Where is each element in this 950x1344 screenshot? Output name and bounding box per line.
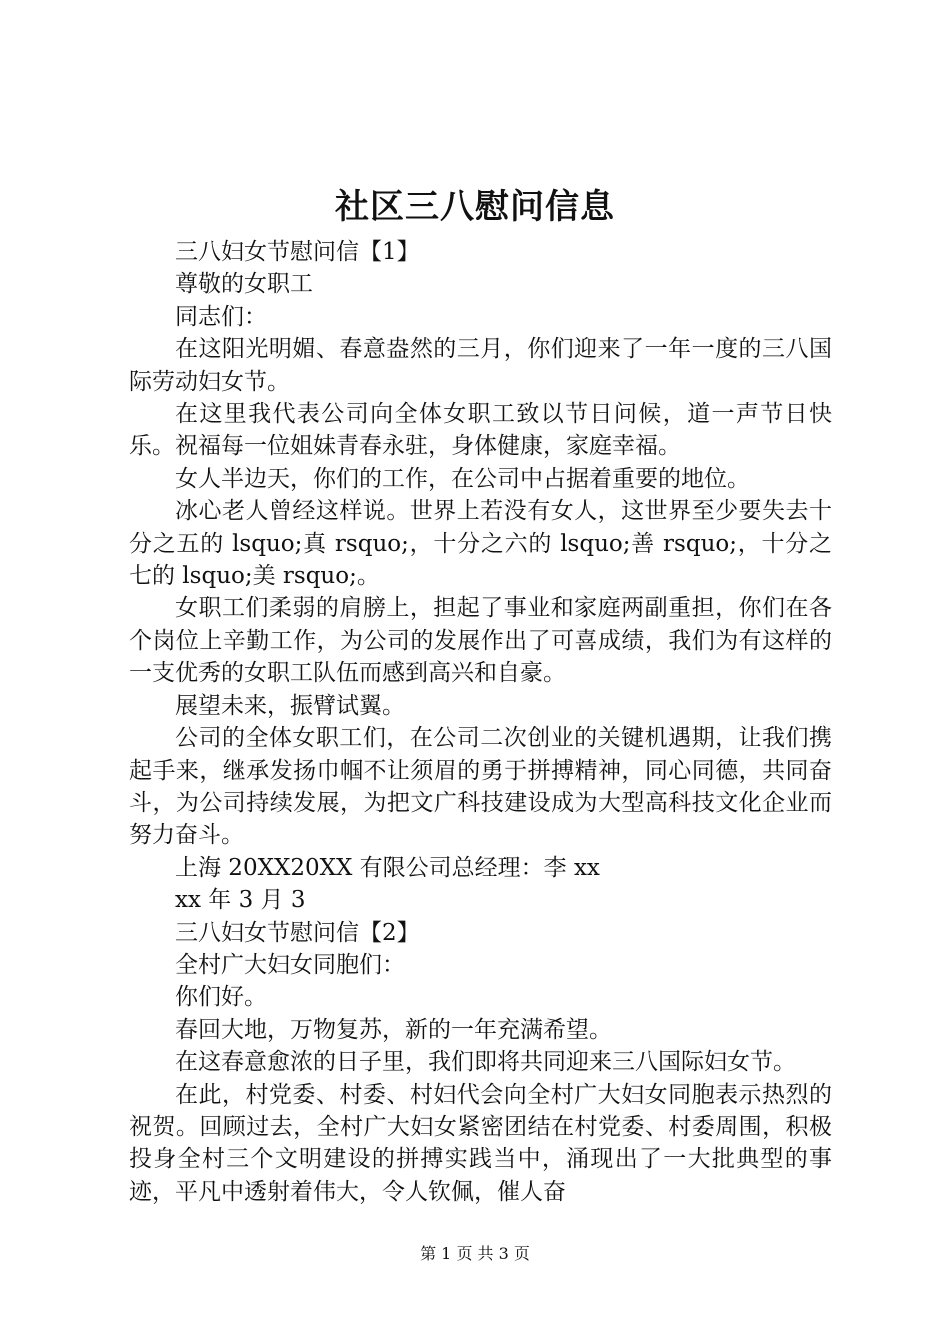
body-paragraph: 在此，村党委、村委、村妇代会向全村广大妇女同胞表示热烈的祝贺。回顾过去，全村广大妇女紧密团结在村党委、村委周围，积极投身全村三个文明建设的拼搏实践当中，涌现出了一大批典型的事迹，平凡中透射着伟大，令人钦佩，催人奋: [129, 1081, 832, 1205]
salutation: 同志们：: [175, 303, 267, 330]
document-body: [129, 236, 832, 1208]
section-heading: 三八妇女节慰问信【1】: [175, 239, 420, 265]
salutation: 尊敬的女职工: [175, 271, 313, 298]
body-paragraph: 春回大地，万物复苏，新的一年充满希望。: [175, 1016, 612, 1043]
page-footer: 第 1 页 共 3 页: [420, 1244, 530, 1263]
body-paragraph: 公司的全体女职工们，在公司二次创业的关键机遇期，让我们携起手来，继承发扬巾帼不让须眉的勇于拼搏精神，同心同德，共同奋斗，为公司持续发展，为把文广科技建设成为大型高科技文化企业而努力奋斗。: [129, 725, 832, 849]
body-paragraph: 女职工们柔弱的肩膀上，担起了事业和家庭两副重担，你们在各个岗位上辛勤工作，为公司的发展作出了可喜成绩，我们为有这样的一支优秀的女职工队伍而感到高兴和自豪。: [129, 595, 832, 687]
document-title: 社区三八慰问信息: [335, 187, 615, 227]
body-paragraph: 在这春意愈浓的日子里，我们即将共同迎来三八国际妇女节。: [175, 1049, 796, 1076]
greeting: 你们好。: [175, 984, 267, 1011]
date-line: xx 年 3 月 3: [175, 887, 306, 914]
body-paragraph: 在这阳光明媚、春意盎然的三月，你们迎来了一年一度的三八国际劳动妇女节。: [129, 336, 832, 395]
section-heading: 三八妇女节慰问信【2】: [175, 919, 420, 946]
body-paragraph: 女人半边天，你们的工作，在公司中占据着重要的地位。: [175, 465, 750, 492]
body-paragraph: 冰心老人曾经这样说。世界上若没有女人，这世界至少要失去十分之五的 lsquo;真 rsquo;，十分之六的 lsquo;善 rsquo;，十分之七的 lsquo;美 rsquo;。: [129, 498, 832, 590]
body-paragraph: 在这里我代表公司向全体女职工致以节日问候，道一声节日快乐。祝福每一位姐妹青春永驻，身体健康，家庭幸福。: [129, 401, 832, 460]
salutation: 全村广大妇女同胞们：: [175, 951, 405, 978]
signature: 上海 20XX20XX 有限公司总经理：李 xx: [175, 854, 600, 881]
body-paragraph: 展望未来，振臂试翼。: [175, 692, 405, 719]
